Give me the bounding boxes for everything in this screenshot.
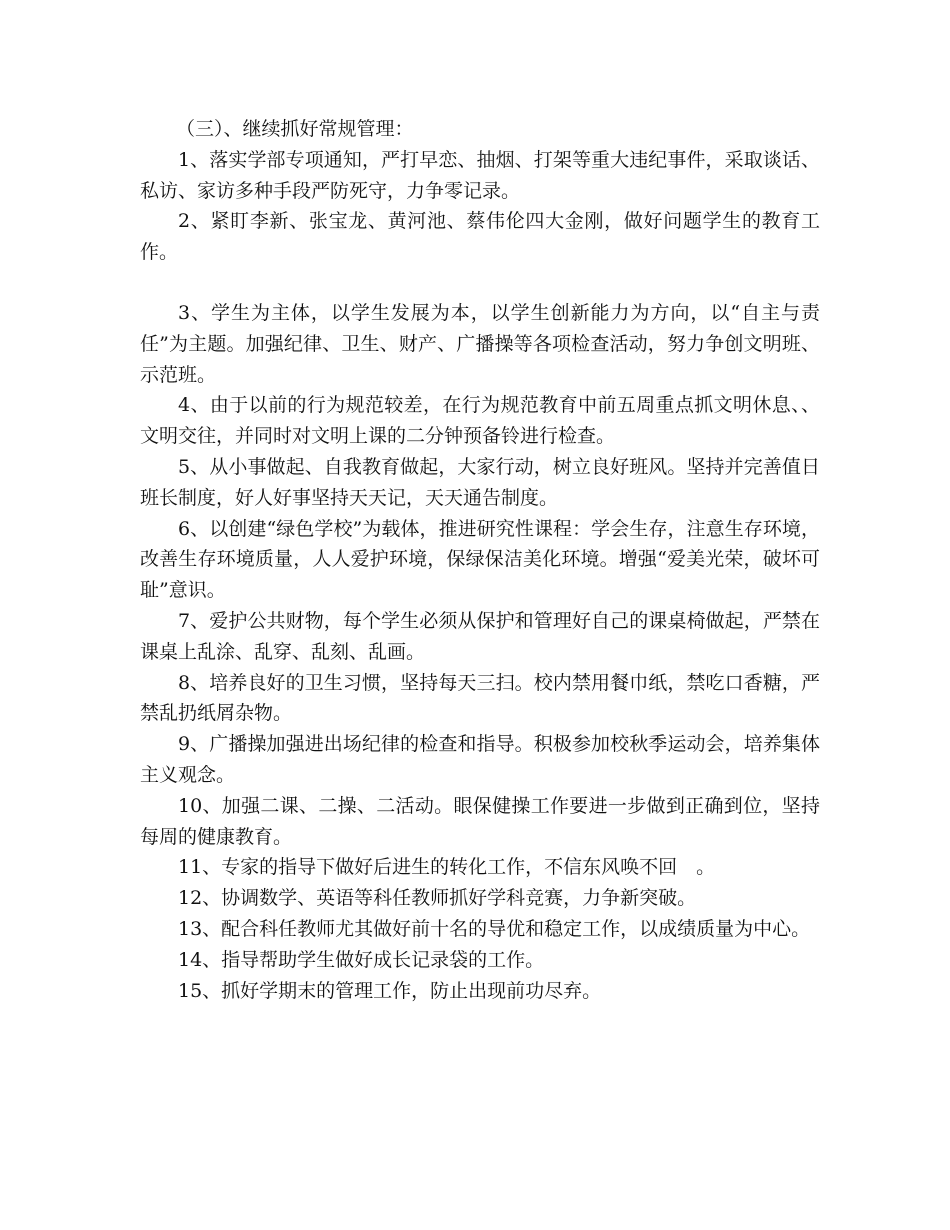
list-item-3: 3、学生为主体，以学生发展为本，以学生创新能力为方向，以“自主与责任”为主题。加强纪律、卫生、财产、广播操等各项检查活动，努力争创文明班、示范班。 <box>140 301 820 386</box>
document-body <box>140 114 820 1006</box>
section-heading: （三）、继续抓好常规管理： <box>176 118 414 140</box>
list-item-8: 8、培养良好的卫生习惯，坚持每天三扫。校内禁用餐巾纸，禁吃口香糖，严禁乱扔纸屑杂物。 <box>140 671 820 725</box>
list-item-6: 6、以创建“绿色学校”为载体，推进研究性课程：学会生存，注意生存环境，改善生存环境质量，人人爱护环境，保绿保洁美化环境。增强“爱美光荣，破坏可耻”意识。 <box>140 517 820 602</box>
list-item-1: 1、落实学部专项通知，严打早恋、抽烟、打架等重大违纪事件，采取谈话、私访、家访多种手段严防死守，力争零记录。 <box>140 148 820 202</box>
list-item-10: 10、加强二课、二操、二活动。眼保健操工作要进一步做到正确到位，坚持每周的健康教育。 <box>140 794 820 848</box>
list-item-11: 11、专家的指导下做好后进生的转化工作，不信东风唤不回 。 <box>178 856 716 879</box>
list-item-5: 5、从小事做起、自我教育做起，大家行动，树立良好班风。坚持并完善值日班长制度，好人好事坚持天天记，天天通告制度。 <box>140 455 820 509</box>
list-item-14: 14、指导帮助学生做好成长记录袋的工作。 <box>178 948 545 971</box>
list-item-4: 4、由于以前的行为规范较差，在行为规范教育中前五周重点抓文明休息、、文明交往，并同时对文明上课的二分钟预备铃进行检查。 <box>140 394 820 448</box>
paragraph-gap <box>140 268 820 298</box>
list-item-9: 9、广播操加强进出场纪律的检查和指导。积极参加校秋季运动会，培养集体主义观念。 <box>140 733 820 786</box>
list-item-12: 12、协调数学、英语等科任教师抓好学科竞赛，力争新突破。 <box>178 887 697 910</box>
list-item-13: 13、配合科任教师尤其做好前十名的导优和稳定工作，以成绩质量为中心。 <box>178 917 811 940</box>
list-item-2: 2、紧盯李新、张宝龙、黄河池、蔡伟伦四大金刚，做好问题学生的教育工作。 <box>140 210 820 264</box>
list-item-15: 15、抓好学期末的管理工作，防止出现前功尽弃。 <box>178 979 602 1002</box>
list-item-7: 7、爱护公共财物，每个学生必须从保护和管理好自己的课桌椅做起，严禁在课桌上乱涂、乱穿、乱刻、乱画。 <box>140 609 820 663</box>
